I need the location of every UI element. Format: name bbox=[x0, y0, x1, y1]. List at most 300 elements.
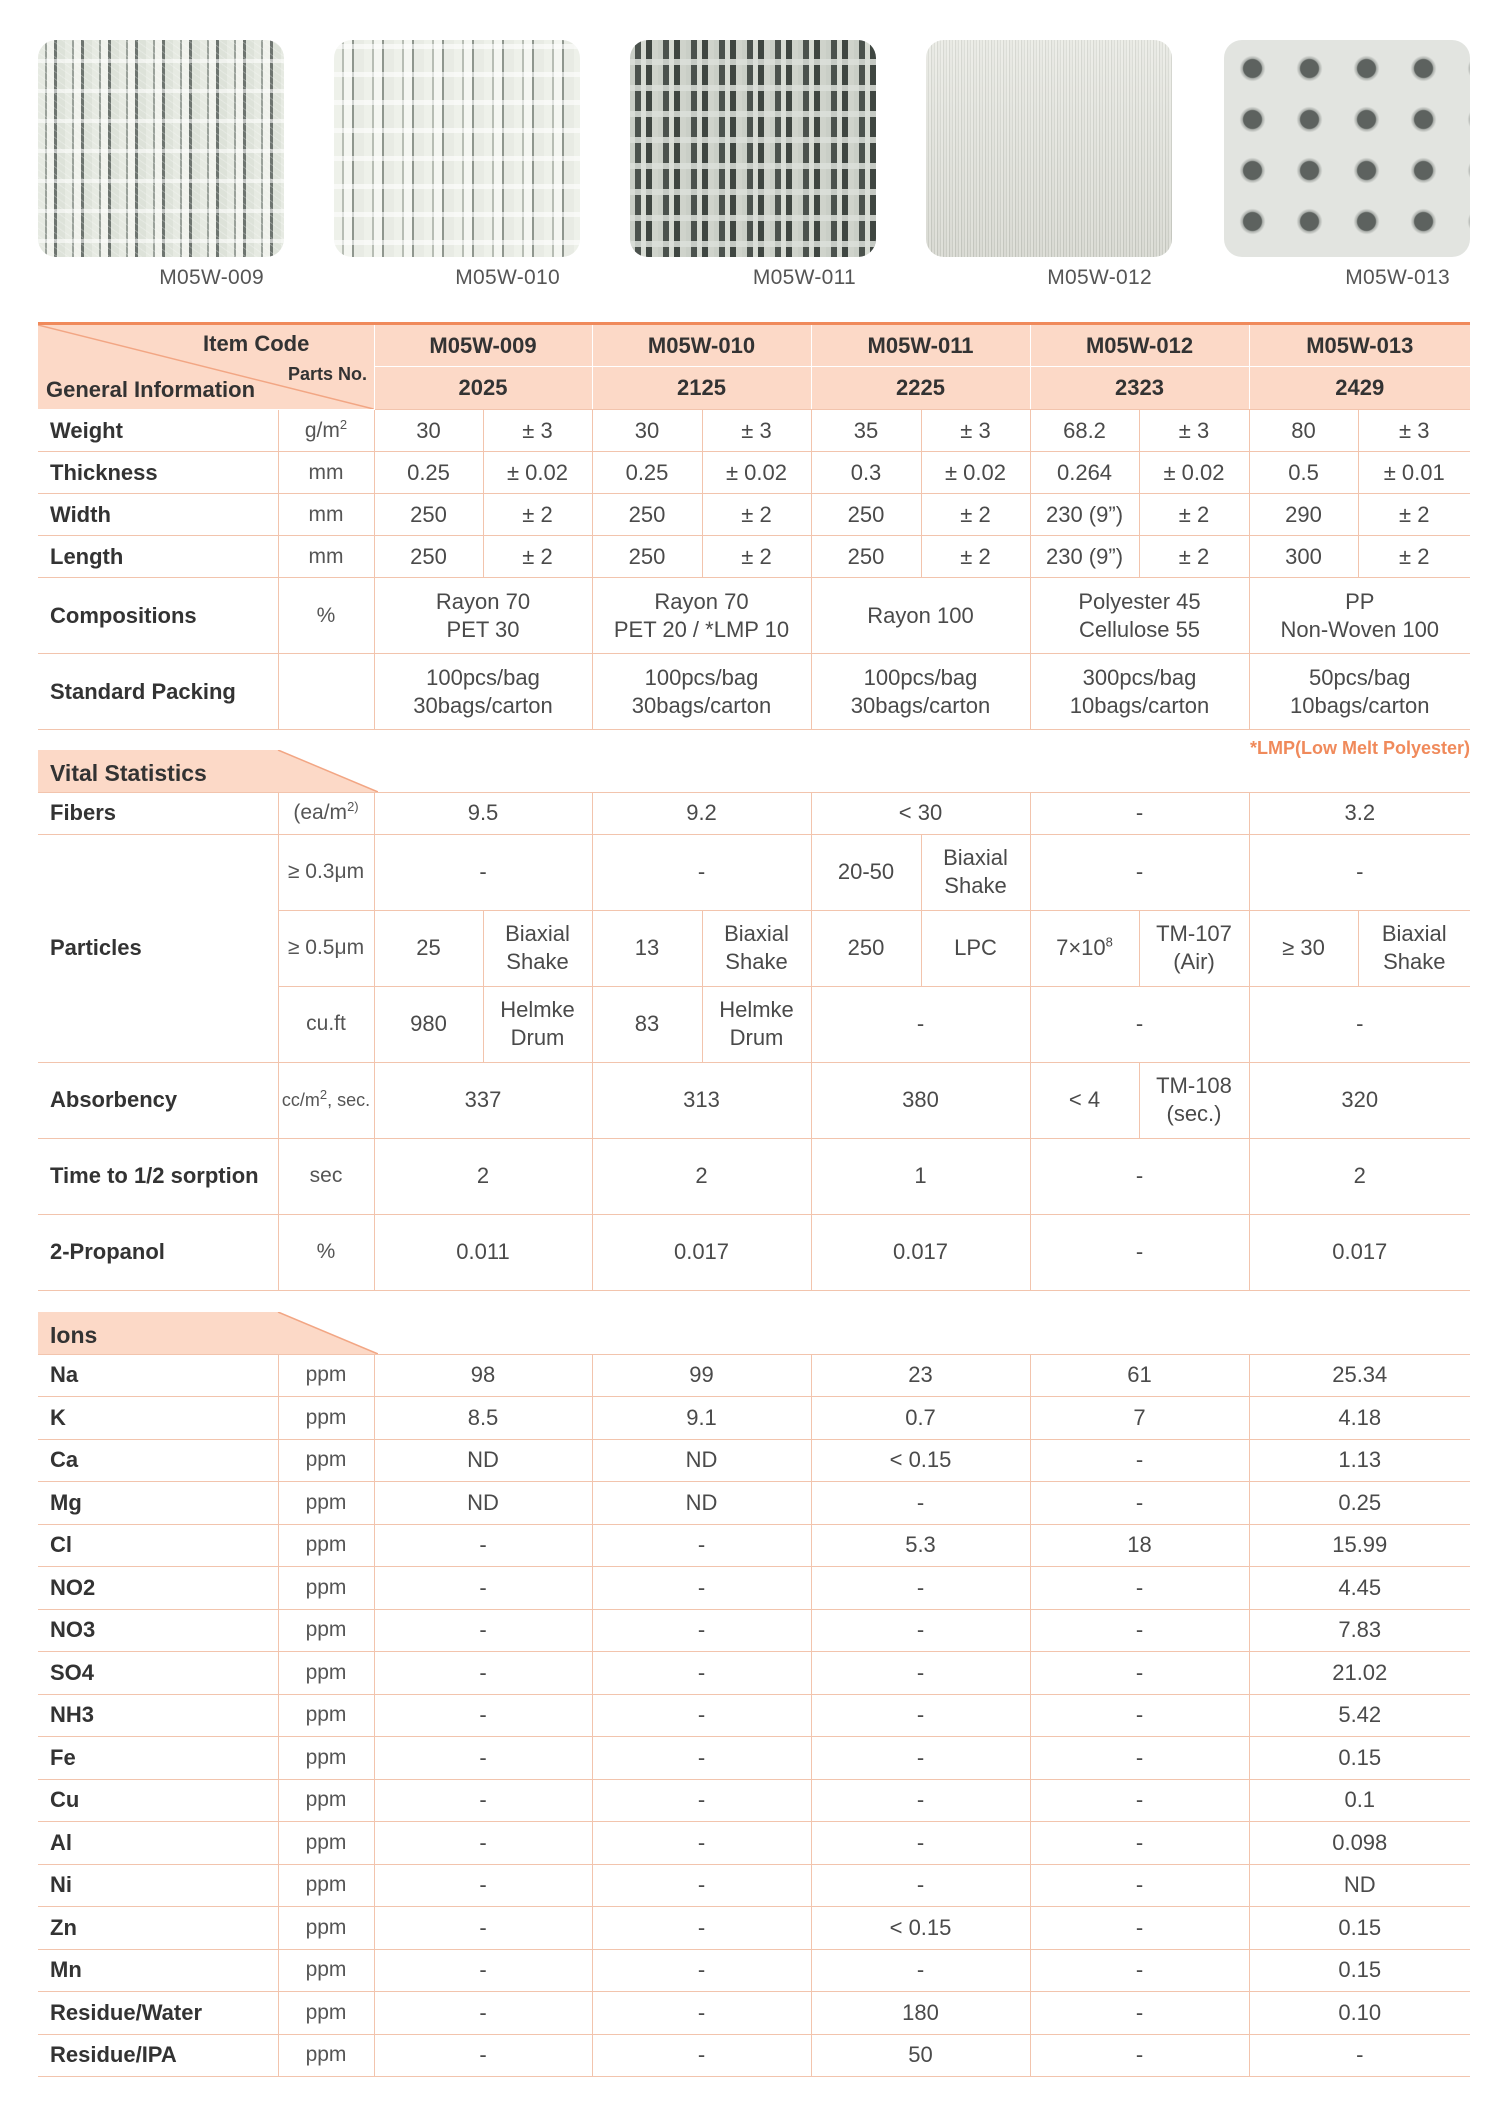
value: - bbox=[374, 1822, 592, 1865]
value: 23 bbox=[811, 1354, 1030, 1397]
composition-cell: Rayon 100 bbox=[811, 578, 1030, 654]
row-unit: % bbox=[278, 1214, 374, 1290]
value: - bbox=[811, 1694, 1030, 1737]
ion-row bbox=[38, 1907, 1470, 1950]
value: - bbox=[592, 1907, 811, 1950]
row-label: Absorbency bbox=[38, 1062, 278, 1138]
lmp-footnote: *LMP(Low Melt Polyester) bbox=[1249, 738, 1470, 758]
value: 250 bbox=[374, 536, 483, 578]
value: 25.34 bbox=[1249, 1354, 1470, 1397]
vital-statistics-table bbox=[38, 792, 1470, 1291]
value: 68.2 bbox=[1030, 410, 1139, 452]
row-label: Fe bbox=[38, 1737, 278, 1780]
item-code: M05W-011 bbox=[811, 324, 1030, 367]
value: - bbox=[1030, 986, 1249, 1062]
tolerance: ± 3 bbox=[702, 410, 811, 452]
value: - bbox=[374, 1992, 592, 2035]
tolerance: ± 0.02 bbox=[702, 452, 811, 494]
value: ≥ 30 bbox=[1249, 910, 1358, 986]
compositions-row bbox=[38, 578, 1470, 654]
row-unit: % bbox=[278, 578, 374, 654]
value: - bbox=[1030, 1439, 1249, 1482]
value: - bbox=[374, 2034, 592, 2077]
value: 83 bbox=[592, 986, 702, 1062]
value: 0.3 bbox=[811, 452, 921, 494]
value: - bbox=[592, 1609, 811, 1652]
vital-statistics-header bbox=[38, 750, 378, 792]
row-unit: ppm bbox=[278, 1864, 374, 1907]
value: 1.13 bbox=[1249, 1439, 1470, 1482]
row-label: Al bbox=[38, 1822, 278, 1865]
value: 15.99 bbox=[1249, 1524, 1470, 1567]
value: ND bbox=[592, 1439, 811, 1482]
value: - bbox=[374, 1567, 592, 1610]
ion-row bbox=[38, 1609, 1470, 1652]
parts-no: 2025 bbox=[374, 367, 592, 410]
swatch-m05w-012 bbox=[926, 40, 1172, 298]
value: ND bbox=[374, 1482, 592, 1525]
ion-row bbox=[38, 1949, 1470, 1992]
item-code: M05W-012 bbox=[1030, 324, 1249, 367]
value: 0.15 bbox=[1249, 1949, 1470, 1992]
row-unit: ($ea/m^{2)}$ bbox=[278, 792, 374, 834]
value: 0.5 bbox=[1249, 452, 1358, 494]
value: 2 bbox=[1249, 1138, 1470, 1214]
value: 5.42 bbox=[1249, 1694, 1470, 1737]
row-unit: ppm bbox=[278, 1567, 374, 1610]
fabric-texture-image bbox=[38, 40, 284, 257]
sorption-row bbox=[38, 1138, 1470, 1214]
row-label: NO2 bbox=[38, 1567, 278, 1610]
value: 0.15 bbox=[1249, 1907, 1470, 1950]
packing-cell: 100pcs/bag 30bags/carton bbox=[592, 654, 811, 730]
value: 337 bbox=[374, 1062, 592, 1138]
value: - bbox=[1030, 1992, 1249, 2035]
method: Helmke Drum bbox=[702, 986, 811, 1062]
row-unit: sec bbox=[278, 1138, 374, 1214]
value: - bbox=[1030, 1779, 1249, 1822]
value: 250 bbox=[374, 494, 483, 536]
value: - bbox=[811, 986, 1030, 1062]
value: $7\times 10^8$ bbox=[1030, 910, 1139, 986]
row-unit bbox=[278, 654, 374, 730]
tolerance: ± 2 bbox=[702, 494, 811, 536]
row-label: SO4 bbox=[38, 1652, 278, 1695]
row-unit: ppm bbox=[278, 1609, 374, 1652]
value: - bbox=[374, 1779, 592, 1822]
row-label: Cu bbox=[38, 1779, 278, 1822]
composition-cell: PP Non-Woven 100 bbox=[1249, 578, 1470, 654]
value: - bbox=[1249, 2034, 1470, 2077]
row-unit: ppm bbox=[278, 1439, 374, 1482]
row-label: Particles bbox=[38, 834, 278, 1062]
fabric-texture-image bbox=[1224, 40, 1470, 257]
value: - bbox=[811, 1567, 1030, 1610]
value: 2 bbox=[374, 1138, 592, 1214]
composition-cell: Polyester 45 Cellulose 55 bbox=[1030, 578, 1249, 654]
value: - bbox=[1030, 1864, 1249, 1907]
tolerance: ± 2 bbox=[921, 494, 1030, 536]
value: 7.83 bbox=[1249, 1609, 1470, 1652]
value: ND bbox=[374, 1439, 592, 1482]
row-label: Cl bbox=[38, 1524, 278, 1567]
value: 250 bbox=[811, 910, 921, 986]
value: 2 bbox=[592, 1138, 811, 1214]
value: 9.2 bbox=[592, 792, 811, 834]
swatch-code: M05W-009 bbox=[159, 266, 264, 289]
swatch-m05w-011 bbox=[630, 40, 876, 298]
value: - bbox=[1030, 834, 1249, 910]
row-unit: ppm bbox=[278, 2034, 374, 2077]
row-label: Standard Packing bbox=[38, 654, 278, 730]
value: - bbox=[811, 1737, 1030, 1780]
value: - bbox=[592, 1949, 811, 1992]
row-label: Na bbox=[38, 1354, 278, 1397]
value: 980 bbox=[374, 986, 483, 1062]
fabric-texture-image bbox=[926, 40, 1172, 257]
parts-no: 2225 bbox=[811, 367, 1030, 410]
row-unit: mm bbox=[278, 494, 374, 536]
tolerance: ± 2 bbox=[1139, 494, 1249, 536]
packing-cell: 100pcs/bag 30bags/carton bbox=[374, 654, 592, 730]
ion-row bbox=[38, 1992, 1470, 2035]
value: - bbox=[1030, 1949, 1249, 1992]
value: - bbox=[592, 2034, 811, 2077]
value: - bbox=[374, 1907, 592, 1950]
row-unit: ppm bbox=[278, 1949, 374, 1992]
value: - bbox=[592, 834, 811, 910]
row-label: Residue/IPA bbox=[38, 2034, 278, 2077]
row-unit: $cc/m^2$, sec. bbox=[278, 1062, 374, 1138]
tolerance: ± 3 bbox=[483, 410, 592, 452]
row-label: Width bbox=[38, 494, 278, 536]
value: 0.017 bbox=[592, 1214, 811, 1290]
ion-row bbox=[38, 1354, 1470, 1397]
tolerance: ± 0.02 bbox=[483, 452, 592, 494]
packing-cell: 50pcs/bag 10bags/carton bbox=[1249, 654, 1470, 730]
value: 8.5 bbox=[374, 1397, 592, 1440]
swatch-code: M05W-010 bbox=[455, 266, 560, 289]
value: - bbox=[811, 1482, 1030, 1525]
value: 9.1 bbox=[592, 1397, 811, 1440]
value: < 0.15 bbox=[811, 1439, 1030, 1482]
row-unit: ppm bbox=[278, 1652, 374, 1695]
weight-row bbox=[38, 410, 1470, 452]
value: - bbox=[592, 1737, 811, 1780]
row-label: 2-Propanol bbox=[38, 1214, 278, 1290]
row-unit: ppm bbox=[278, 1397, 374, 1440]
value: - bbox=[1030, 1609, 1249, 1652]
value: 230 (9”) bbox=[1030, 536, 1139, 578]
value: 9.5 bbox=[374, 792, 592, 834]
row-label: Ni bbox=[38, 1864, 278, 1907]
row-label: Residue/Water bbox=[38, 1992, 278, 2035]
tolerance: ± 0.01 bbox=[1358, 452, 1470, 494]
ion-row bbox=[38, 1779, 1470, 1822]
value: - bbox=[374, 834, 592, 910]
value: - bbox=[811, 1609, 1030, 1652]
value: 13 bbox=[592, 910, 702, 986]
method: TM-107 (Air) bbox=[1139, 910, 1249, 986]
row-label: Weight bbox=[38, 410, 278, 452]
value: - bbox=[1030, 1907, 1249, 1950]
value: 25 bbox=[374, 910, 483, 986]
ion-row bbox=[38, 1864, 1470, 1907]
value: - bbox=[811, 1652, 1030, 1695]
value: - bbox=[374, 1694, 592, 1737]
tolerance: ± 2 bbox=[483, 536, 592, 578]
tolerance: ± 3 bbox=[1358, 410, 1470, 452]
ion-row bbox=[38, 1737, 1470, 1780]
value: 300 bbox=[1249, 536, 1358, 578]
value: 0.15 bbox=[1249, 1737, 1470, 1780]
ion-row bbox=[38, 1567, 1470, 1610]
ion-row bbox=[38, 1652, 1470, 1695]
swatch-code: M05W-012 bbox=[1047, 266, 1152, 289]
row-label: Compositions bbox=[38, 578, 278, 654]
value: - bbox=[811, 1779, 1030, 1822]
ions-table bbox=[38, 1354, 1470, 2077]
method: Biaxial Shake bbox=[921, 834, 1030, 910]
row-unit: ppm bbox=[278, 1737, 374, 1780]
tolerance: ± 3 bbox=[1139, 410, 1249, 452]
row-unit: $g/m^2$ bbox=[278, 410, 374, 452]
row-unit: ppm bbox=[278, 1907, 374, 1950]
general-info-table bbox=[38, 322, 1470, 730]
value: 61 bbox=[1030, 1354, 1249, 1397]
value: 5.3 bbox=[811, 1524, 1030, 1567]
item-code: M05W-010 bbox=[592, 324, 811, 367]
tolerance: ± 2 bbox=[702, 536, 811, 578]
value: 3.2 bbox=[1249, 792, 1470, 834]
tolerance: ± 0.02 bbox=[1139, 452, 1249, 494]
value: - bbox=[592, 1779, 811, 1822]
ion-row bbox=[38, 1822, 1470, 1865]
method: TM-108 (sec.) bbox=[1139, 1062, 1249, 1138]
swatch-row bbox=[38, 40, 1470, 300]
value: - bbox=[374, 1652, 592, 1695]
ion-row bbox=[38, 2034, 1470, 2077]
swatch-m05w-010 bbox=[334, 40, 580, 298]
value: - bbox=[374, 1864, 592, 1907]
value: - bbox=[592, 1992, 811, 2035]
propanol-row bbox=[38, 1214, 1470, 1290]
tolerance: ± 0.02 bbox=[921, 452, 1030, 494]
row-unit: mm bbox=[278, 452, 374, 494]
value: - bbox=[1249, 986, 1470, 1062]
value: - bbox=[592, 1567, 811, 1610]
row-unit: ≥ 0.3μm bbox=[278, 834, 374, 910]
value: - bbox=[1030, 1694, 1249, 1737]
section-title: Vital Statistics bbox=[50, 760, 207, 786]
tolerance: ± 2 bbox=[1358, 494, 1470, 536]
value: 99 bbox=[592, 1354, 811, 1397]
item-code: M05W-013 bbox=[1249, 324, 1470, 367]
ions-header bbox=[38, 1312, 378, 1354]
general-information-label: General Information bbox=[46, 377, 256, 402]
value: - bbox=[592, 1864, 811, 1907]
tolerance: ± 2 bbox=[1358, 536, 1470, 578]
value: 80 bbox=[1249, 410, 1358, 452]
row-label: Zn bbox=[38, 1907, 278, 1950]
value: 0.25 bbox=[592, 452, 702, 494]
value: 180 bbox=[811, 1992, 1030, 2035]
tolerance: ± 3 bbox=[921, 410, 1030, 452]
value: 0.264 bbox=[1030, 452, 1139, 494]
value: 4.45 bbox=[1249, 1567, 1470, 1610]
packing-cell: 100pcs/bag 30bags/carton bbox=[811, 654, 1030, 730]
value: - bbox=[374, 1949, 592, 1992]
value: 0.017 bbox=[811, 1214, 1030, 1290]
fibers-row bbox=[38, 792, 1470, 834]
value: - bbox=[592, 1524, 811, 1567]
parts-no-label: Parts No. bbox=[288, 364, 368, 384]
row-unit: ppm bbox=[278, 1822, 374, 1865]
row-unit: ppm bbox=[278, 1694, 374, 1737]
packing-row bbox=[38, 654, 1470, 730]
value: - bbox=[811, 1864, 1030, 1907]
section-title: Ions bbox=[50, 1322, 98, 1348]
row-label: Ca bbox=[38, 1439, 278, 1482]
value: 250 bbox=[592, 494, 702, 536]
value: 20-50 bbox=[811, 834, 921, 910]
value: 50 bbox=[811, 2034, 1030, 2077]
method: LPC bbox=[921, 910, 1030, 986]
composition-cell: Rayon 70 PET 30 bbox=[374, 578, 592, 654]
row-label: Mg bbox=[38, 1482, 278, 1525]
value: < 4 bbox=[1030, 1062, 1139, 1138]
value: 313 bbox=[592, 1062, 811, 1138]
value: 1 bbox=[811, 1138, 1030, 1214]
swatch-m05w-013 bbox=[1224, 40, 1470, 298]
value: 0.011 bbox=[374, 1214, 592, 1290]
value: - bbox=[592, 1822, 811, 1865]
fabric-texture-image bbox=[630, 40, 876, 257]
value: 250 bbox=[811, 536, 921, 578]
item-code-label: Item Code bbox=[203, 331, 310, 356]
fabric-texture-image bbox=[334, 40, 580, 257]
tolerance: ± 2 bbox=[1139, 536, 1249, 578]
row-unit: ppm bbox=[278, 1354, 374, 1397]
parts-no: 2429 bbox=[1249, 367, 1470, 410]
tolerance: ± 2 bbox=[483, 494, 592, 536]
parts-no: 2125 bbox=[592, 367, 811, 410]
ion-row bbox=[38, 1439, 1470, 1482]
value: - bbox=[1030, 2034, 1249, 2077]
value: 250 bbox=[811, 494, 921, 536]
width-row bbox=[38, 494, 1470, 536]
value: < 0.15 bbox=[811, 1907, 1030, 1950]
row-label: Length bbox=[38, 536, 278, 578]
method: Biaxial Shake bbox=[702, 910, 811, 986]
value: - bbox=[811, 1822, 1030, 1865]
value: - bbox=[1030, 1567, 1249, 1610]
value: 0.25 bbox=[1249, 1482, 1470, 1525]
row-unit: ppm bbox=[278, 1779, 374, 1822]
row-unit: ≥ 0.5μm bbox=[278, 910, 374, 986]
value: - bbox=[1030, 1482, 1249, 1525]
value: 250 bbox=[592, 536, 702, 578]
value: 0.7 bbox=[811, 1397, 1030, 1440]
absorbency-row bbox=[38, 1062, 1470, 1138]
value: ND bbox=[592, 1482, 811, 1525]
value: - bbox=[1030, 792, 1249, 834]
ion-row bbox=[38, 1397, 1470, 1440]
value: - bbox=[811, 1949, 1030, 1992]
row-label: K bbox=[38, 1397, 278, 1440]
value: 0.098 bbox=[1249, 1822, 1470, 1865]
value: - bbox=[592, 1652, 811, 1695]
value: 0.1 bbox=[1249, 1779, 1470, 1822]
particles-row-03 bbox=[38, 834, 1470, 910]
value: ND bbox=[1249, 1864, 1470, 1907]
value: 98 bbox=[374, 1354, 592, 1397]
row-label: Thickness bbox=[38, 452, 278, 494]
composition-cell: Rayon 70 PET 20 / *LMP 10 bbox=[592, 578, 811, 654]
value: 21.02 bbox=[1249, 1652, 1470, 1695]
value: 290 bbox=[1249, 494, 1358, 536]
value: 0.25 bbox=[374, 452, 483, 494]
method: Biaxial Shake bbox=[483, 910, 592, 986]
row-unit: mm bbox=[278, 536, 374, 578]
method: Biaxial Shake bbox=[1358, 910, 1470, 986]
swatch-m05w-009 bbox=[38, 40, 284, 298]
value: - bbox=[1249, 834, 1470, 910]
value: - bbox=[1030, 1138, 1249, 1214]
ion-row bbox=[38, 1524, 1470, 1567]
value: 30 bbox=[374, 410, 483, 452]
method: Helmke Drum bbox=[483, 986, 592, 1062]
value: - bbox=[1030, 1652, 1249, 1695]
value: 18 bbox=[1030, 1524, 1249, 1567]
row-label: Time to 1/2 sorption bbox=[38, 1138, 278, 1214]
header-corner bbox=[38, 324, 374, 410]
packing-cell: 300pcs/bag 10bags/carton bbox=[1030, 654, 1249, 730]
row-unit: ppm bbox=[278, 1524, 374, 1567]
row-unit: ppm bbox=[278, 1482, 374, 1525]
row-unit: ppm bbox=[278, 1992, 374, 2035]
value: - bbox=[374, 1524, 592, 1567]
value: < 30 bbox=[811, 792, 1030, 834]
value: - bbox=[374, 1609, 592, 1652]
value: 380 bbox=[811, 1062, 1030, 1138]
row-label: NO3 bbox=[38, 1609, 278, 1652]
value: 30 bbox=[592, 410, 702, 452]
value: - bbox=[1030, 1822, 1249, 1865]
ion-row bbox=[38, 1482, 1470, 1525]
row-label: Mn bbox=[38, 1949, 278, 1992]
ion-row bbox=[38, 1694, 1470, 1737]
tolerance: ± 2 bbox=[921, 536, 1030, 578]
value: 320 bbox=[1249, 1062, 1470, 1138]
value: 0.10 bbox=[1249, 1992, 1470, 2035]
value: 35 bbox=[811, 410, 921, 452]
value: - bbox=[592, 1694, 811, 1737]
swatch-code: M05W-011 bbox=[752, 266, 856, 289]
row-label: NH3 bbox=[38, 1694, 278, 1737]
swatch-code: M05W-013 bbox=[1345, 266, 1450, 289]
value: 4.18 bbox=[1249, 1397, 1470, 1440]
row-unit: cu.ft bbox=[278, 986, 374, 1062]
value: - bbox=[1030, 1214, 1249, 1290]
value: - bbox=[1030, 1737, 1249, 1780]
row-label: Fibers bbox=[38, 792, 278, 834]
value: 0.017 bbox=[1249, 1214, 1470, 1290]
value: 7 bbox=[1030, 1397, 1249, 1440]
length-row bbox=[38, 536, 1470, 578]
value: - bbox=[374, 1737, 592, 1780]
parts-no: 2323 bbox=[1030, 367, 1249, 410]
